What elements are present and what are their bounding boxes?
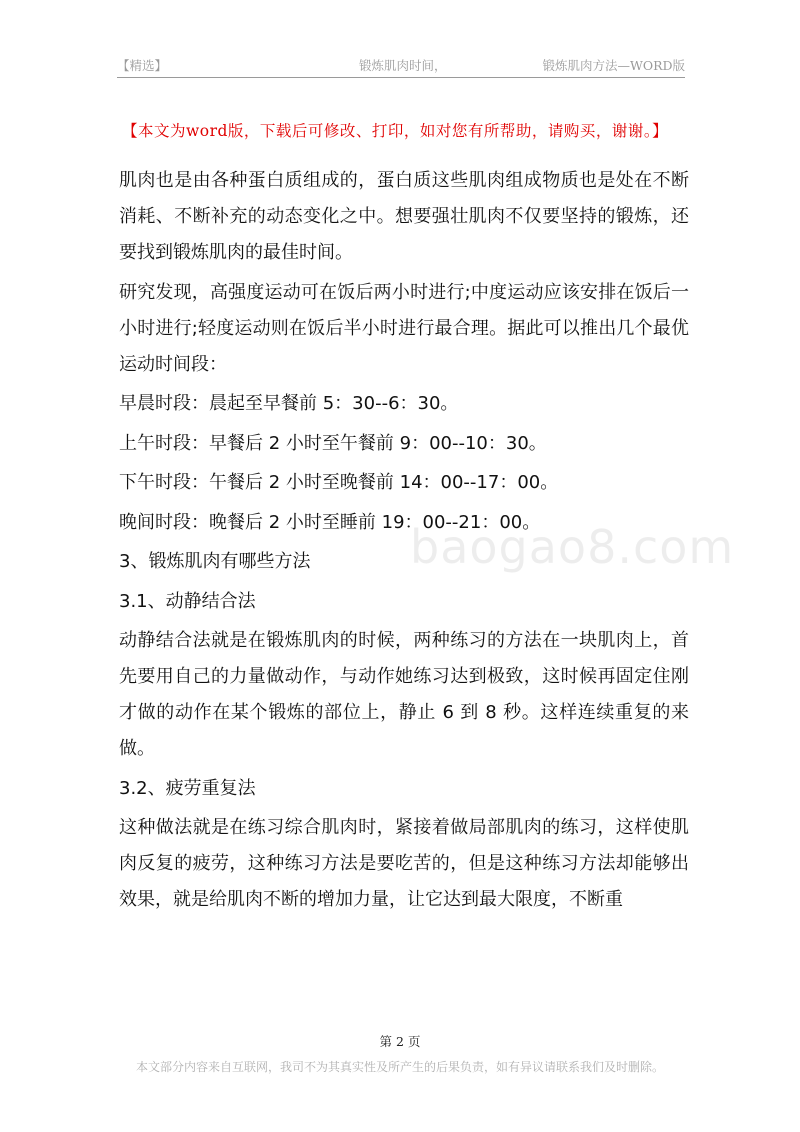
header-title: 锻炼肌肉时间，	[359, 58, 447, 73]
paragraph-research: 研究发现，高强度运动可在饭后两小时进行;中度运动应该安排在饭后一小时进行;轻度运动则在饭后半小时进行最合理。据此可以推出几个最优运动时间段：	[119, 281, 689, 375]
time-slot-evening: 晚间时段：晚餐后 2 小时至睡前 19：00--21：00。	[119, 511, 541, 533]
page-number: 第 2 页	[379, 1034, 421, 1049]
paragraph-method-2: 这种做法就是在练习综合肌肉时，紧接着做局部肌肉的练习，这样使肌肉反复的疲劳，这种练习方法是要吃苦的，但是这种练习方法却能够出效果，就是给肌肉不断的增加力量，让它达到最大限度，不断重	[119, 817, 689, 910]
time-slot-afternoon: 下午时段：午餐后 2 小时至晚餐前 14：00--17：00。	[119, 472, 559, 493]
footer-disclaimer: 本文部分内容来自互联网，我司不为其真实性及所产生的后果负责，如有异议请联系我们及时删除。	[135, 1060, 664, 1074]
watermark: baogao8.com	[410, 520, 735, 574]
header-tag: 【精选】	[117, 58, 168, 73]
section-heading-methods: 3、锻炼肌肉有哪些方法	[119, 551, 311, 572]
paragraph-method-1: 动静结合法就是在锻炼肌肉的时候，两种练习的方法在一块肌肉上，首先要用自己的力量做动作，与动作她练习达到极致，这时候再固定住刚才做的动作在某个锻炼的部位上，静止 6 到 8 秒。这样连续重复的来做。	[119, 630, 689, 759]
header-doc-type: 锻炼肌肉方法—WORD版	[542, 58, 685, 73]
document-body	[119, 163, 689, 922]
subsection-heading-1: 3.1、动静结合法	[119, 590, 256, 612]
time-slot-forenoon: 上午时段：早餐后 2 小时至午餐前 9：00--10：30。	[119, 432, 547, 454]
download-notice: 【本文为word版，下载后可修改、打印，如对您有所帮助，请购买，谢谢。】	[122, 122, 669, 140]
paragraph-intro: 肌肉也是由各种蛋白质组成的，蛋白质这些肌肉组成物质也是处在不断消耗、不断补充的动态变化之中。想要强壮肌肉不仅要坚持的锻炼，还要找到锻炼肌肉的最佳时间。	[119, 170, 689, 263]
page-header	[117, 56, 685, 78]
subsection-heading-2: 3.2、疲劳重复法	[119, 777, 256, 799]
time-slot-morning: 早晨时段：晨起至早餐前 5：30--6：30。	[119, 393, 459, 414]
header-divider	[117, 77, 685, 78]
